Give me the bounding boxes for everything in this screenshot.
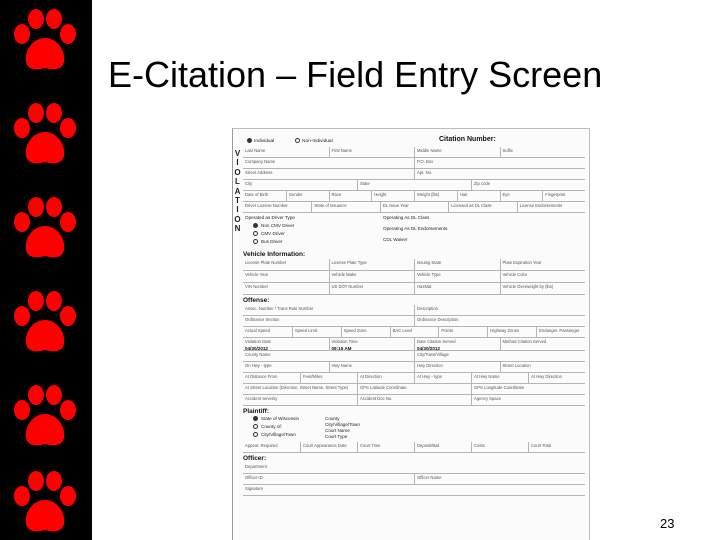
- form-field-label: Accident Doc No.: [357, 395, 471, 405]
- form-field-label: At Hwy Direction: [528, 373, 585, 383]
- citation-number-label: Citation Number:: [439, 136, 496, 143]
- paw-print-icon: [10, 384, 80, 452]
- offense-row: [243, 351, 585, 362]
- form-field-label: Zip code: [471, 180, 585, 190]
- form-field-label: Height: [371, 191, 414, 201]
- citation-form-image: [232, 128, 590, 540]
- form-field-label: Vehicle Type: [414, 271, 500, 282]
- violation-vertical-label: V I O L A T I O N: [234, 149, 241, 234]
- form-field-label: Vehicle Overweight by (lbs): [500, 283, 586, 294]
- violator-row: [243, 147, 585, 158]
- form-field-label: Endanger. Passenger: [536, 327, 585, 337]
- operator-type-option: Non CMV Driver: [253, 223, 294, 228]
- offense-section-heading: Offense:: [243, 297, 270, 304]
- form-field-label: Feet/Miles: [300, 373, 357, 383]
- form-field-label: VIN Number: [245, 284, 269, 289]
- slide-title: E-Citation – Field Entry Screen: [108, 54, 603, 95]
- form-field-label: Highway Zones: [487, 327, 536, 337]
- offense-row: [243, 305, 585, 316]
- form-field-label: Driver License Number: [245, 203, 288, 208]
- form-field-label: Fingerprint: [542, 191, 585, 201]
- form-field-label: Department: [245, 464, 267, 469]
- form-field-label: Street Address: [245, 170, 273, 175]
- plaintiff-section-heading: Plaintiff:: [243, 408, 269, 415]
- paw-print-strip: [0, 0, 92, 540]
- radio-icon: [253, 424, 258, 429]
- paw-print-icon: [10, 8, 80, 76]
- radio-selected-icon: [253, 223, 258, 228]
- operator-type-heading: Operated as Driver Type: [245, 215, 295, 220]
- form-field-label: Speed Limit: [292, 327, 341, 337]
- vehicle-row: [243, 259, 585, 271]
- form-field-label: Actual Speed: [245, 328, 270, 333]
- offense-row: [243, 373, 585, 384]
- form-field-label: Officer ID: [245, 475, 263, 480]
- form-field-label: Appear. Required: [245, 443, 278, 448]
- plaintiff-field: Court Name: [325, 428, 350, 433]
- form-field-label: City/Town/Village: [414, 351, 585, 361]
- form-field-label: DL Issue Year: [380, 202, 448, 212]
- form-field-label: Violation Date 04/30/2012: [243, 338, 329, 350]
- paw-print-icon: [10, 102, 80, 170]
- violator-row: [243, 180, 585, 191]
- operator-type-option: CMV Driver: [253, 231, 285, 236]
- officer-row: [243, 474, 585, 485]
- paw-print-icon: [10, 290, 80, 358]
- form-field-label: Hair: [457, 191, 500, 201]
- violator-row: [243, 169, 585, 180]
- form-field-label: City: [245, 181, 253, 186]
- form-field-label: Points: [438, 327, 487, 337]
- form-field-label: Costs: [471, 442, 528, 452]
- form-field-label: Issuing State: [414, 259, 500, 270]
- page-number: 23: [660, 516, 675, 531]
- officer-section-heading: Officer:: [243, 455, 267, 462]
- form-field-label: License Endorsements: [517, 202, 585, 212]
- form-field-label: Eye: [500, 191, 543, 201]
- form-field-value: 04/30/2012: [417, 346, 440, 350]
- non-individual-option: Non-Individual: [295, 138, 333, 144]
- form-field-label: HazMat: [414, 283, 500, 294]
- form-field-label: Court Total: [528, 442, 585, 452]
- officer-row: [243, 463, 585, 474]
- violator-row: [243, 158, 585, 169]
- form-field-label: Licensed as DL Class: [448, 202, 516, 212]
- form-field-label: Violation Time 09:15 AM: [329, 338, 415, 350]
- violator-row: [243, 202, 585, 213]
- radio-selected-icon: [253, 416, 258, 421]
- form-field-label: Agency Space: [471, 395, 585, 405]
- paw-print-icon: [10, 196, 80, 264]
- radio-icon: [253, 231, 258, 236]
- form-field-label: Middle Name: [414, 147, 500, 157]
- form-field-label: At Distance From: [245, 374, 278, 379]
- plaintiff-field: Court Type: [325, 434, 348, 439]
- operator-flag: CDL Waiver: [383, 237, 408, 242]
- form-field-label: Description: [414, 305, 585, 315]
- violator-row: [243, 191, 585, 202]
- form-field-label: GPS Latitude Coordinate: [357, 384, 471, 394]
- form-field-label: Plate Expiration Year: [500, 259, 586, 270]
- form-field-label: Hwy Name: [329, 362, 415, 372]
- form-field-label: First Name: [329, 147, 415, 157]
- form-field-label: US DOT Number: [329, 283, 415, 294]
- form-field-label: Ordinance Section: [245, 317, 280, 322]
- form-field-label: Method Citation Served: [500, 338, 586, 350]
- form-field-label: P.O. Box: [414, 158, 585, 168]
- offense-row: [243, 327, 585, 338]
- vehicle-section-heading: Vehicle Information:: [243, 251, 306, 258]
- radio-selected-icon: [247, 138, 252, 143]
- vehicle-row: [243, 283, 585, 295]
- radio-icon: [253, 239, 258, 244]
- form-field-label: Ordinance Description: [414, 316, 585, 326]
- plaintiff-field: County: [325, 416, 340, 421]
- form-field-label: Court Appearance Date: [300, 442, 357, 452]
- form-field-label: BAC Level: [390, 327, 439, 337]
- offense-row: [243, 362, 585, 373]
- form-field-label: Signature: [245, 486, 263, 491]
- form-field-label: GPS Longitude Coordinate: [471, 384, 585, 394]
- form-field-label: Vehicle Year: [245, 272, 269, 277]
- form-field-label: License Plate Number: [245, 260, 287, 265]
- form-field-label: Company Name: [245, 159, 276, 164]
- form-field-label: Assoc. Number / Trans Rule Number: [245, 306, 314, 311]
- form-field-label: Race: [329, 191, 372, 201]
- form-field-label: License Plate Type: [329, 259, 415, 270]
- form-field-label: Accident Severity: [245, 396, 278, 401]
- form-field-label: At Direction: [357, 373, 414, 383]
- form-field-label: Court Time: [357, 442, 414, 452]
- vehicle-row: [243, 271, 585, 283]
- offense-row: [243, 338, 585, 351]
- form-field-label: Weight (lbs): [414, 191, 457, 201]
- form-field-label: County Name: [245, 352, 271, 357]
- offense-row: [243, 316, 585, 327]
- paw-print-icon: [10, 470, 80, 538]
- form-field-label: Apt. No.: [414, 169, 585, 179]
- form-field-label: At Hwy - type: [414, 373, 471, 383]
- form-field-label: Vehicle Color: [500, 271, 586, 282]
- form-field-label: Speed Zone: [341, 327, 390, 337]
- form-field-label: Vehicle Make: [329, 271, 415, 282]
- form-field-label: Deposit/Bail: [414, 442, 471, 452]
- form-field-label: Last Name: [245, 148, 266, 153]
- plaintiff-option: City/Village/Town: [253, 432, 296, 437]
- form-field-label: Date of Birth: [245, 192, 269, 197]
- plaintiff-field: City/Village/Town: [325, 422, 360, 427]
- form-field-label: State of Issuance: [311, 202, 379, 212]
- operator-type-option: Bus Driver: [253, 239, 282, 244]
- form-field-label: At Street Location (Direction, Street Name, Street Type): [245, 385, 349, 390]
- offense-row: [243, 384, 585, 395]
- form-field-label: Hwy Direction: [414, 362, 500, 372]
- form-field-label: At Hwy Name: [471, 373, 528, 383]
- radio-icon: [253, 432, 258, 437]
- court-row: [243, 442, 585, 453]
- plaintiff-option: State of Wisconsin: [253, 416, 299, 421]
- radio-icon: [295, 138, 300, 143]
- form-field-value: 04/30/2012: [245, 346, 268, 350]
- form-field-value: 09:15 AM: [331, 346, 352, 350]
- form-field-label: Date Citation Served 04/30/2012: [414, 338, 500, 350]
- form-field-label: Officer Name: [414, 474, 585, 484]
- operator-flag: Operating As DL Class: [383, 215, 430, 220]
- individual-option: Individual: [247, 138, 274, 144]
- form-field-label: On Hwy - type: [245, 363, 272, 368]
- offense-row: [243, 395, 585, 406]
- plaintiff-option: County of:: [253, 424, 282, 429]
- form-field-label: Street Location: [500, 362, 586, 372]
- form-field-label: Suffix: [500, 147, 586, 157]
- form-field-label: State: [357, 180, 471, 190]
- operator-flag: Operating As DL Endorsements: [383, 226, 448, 231]
- form-field-label: Gender: [286, 191, 329, 201]
- officer-row: [243, 485, 585, 496]
